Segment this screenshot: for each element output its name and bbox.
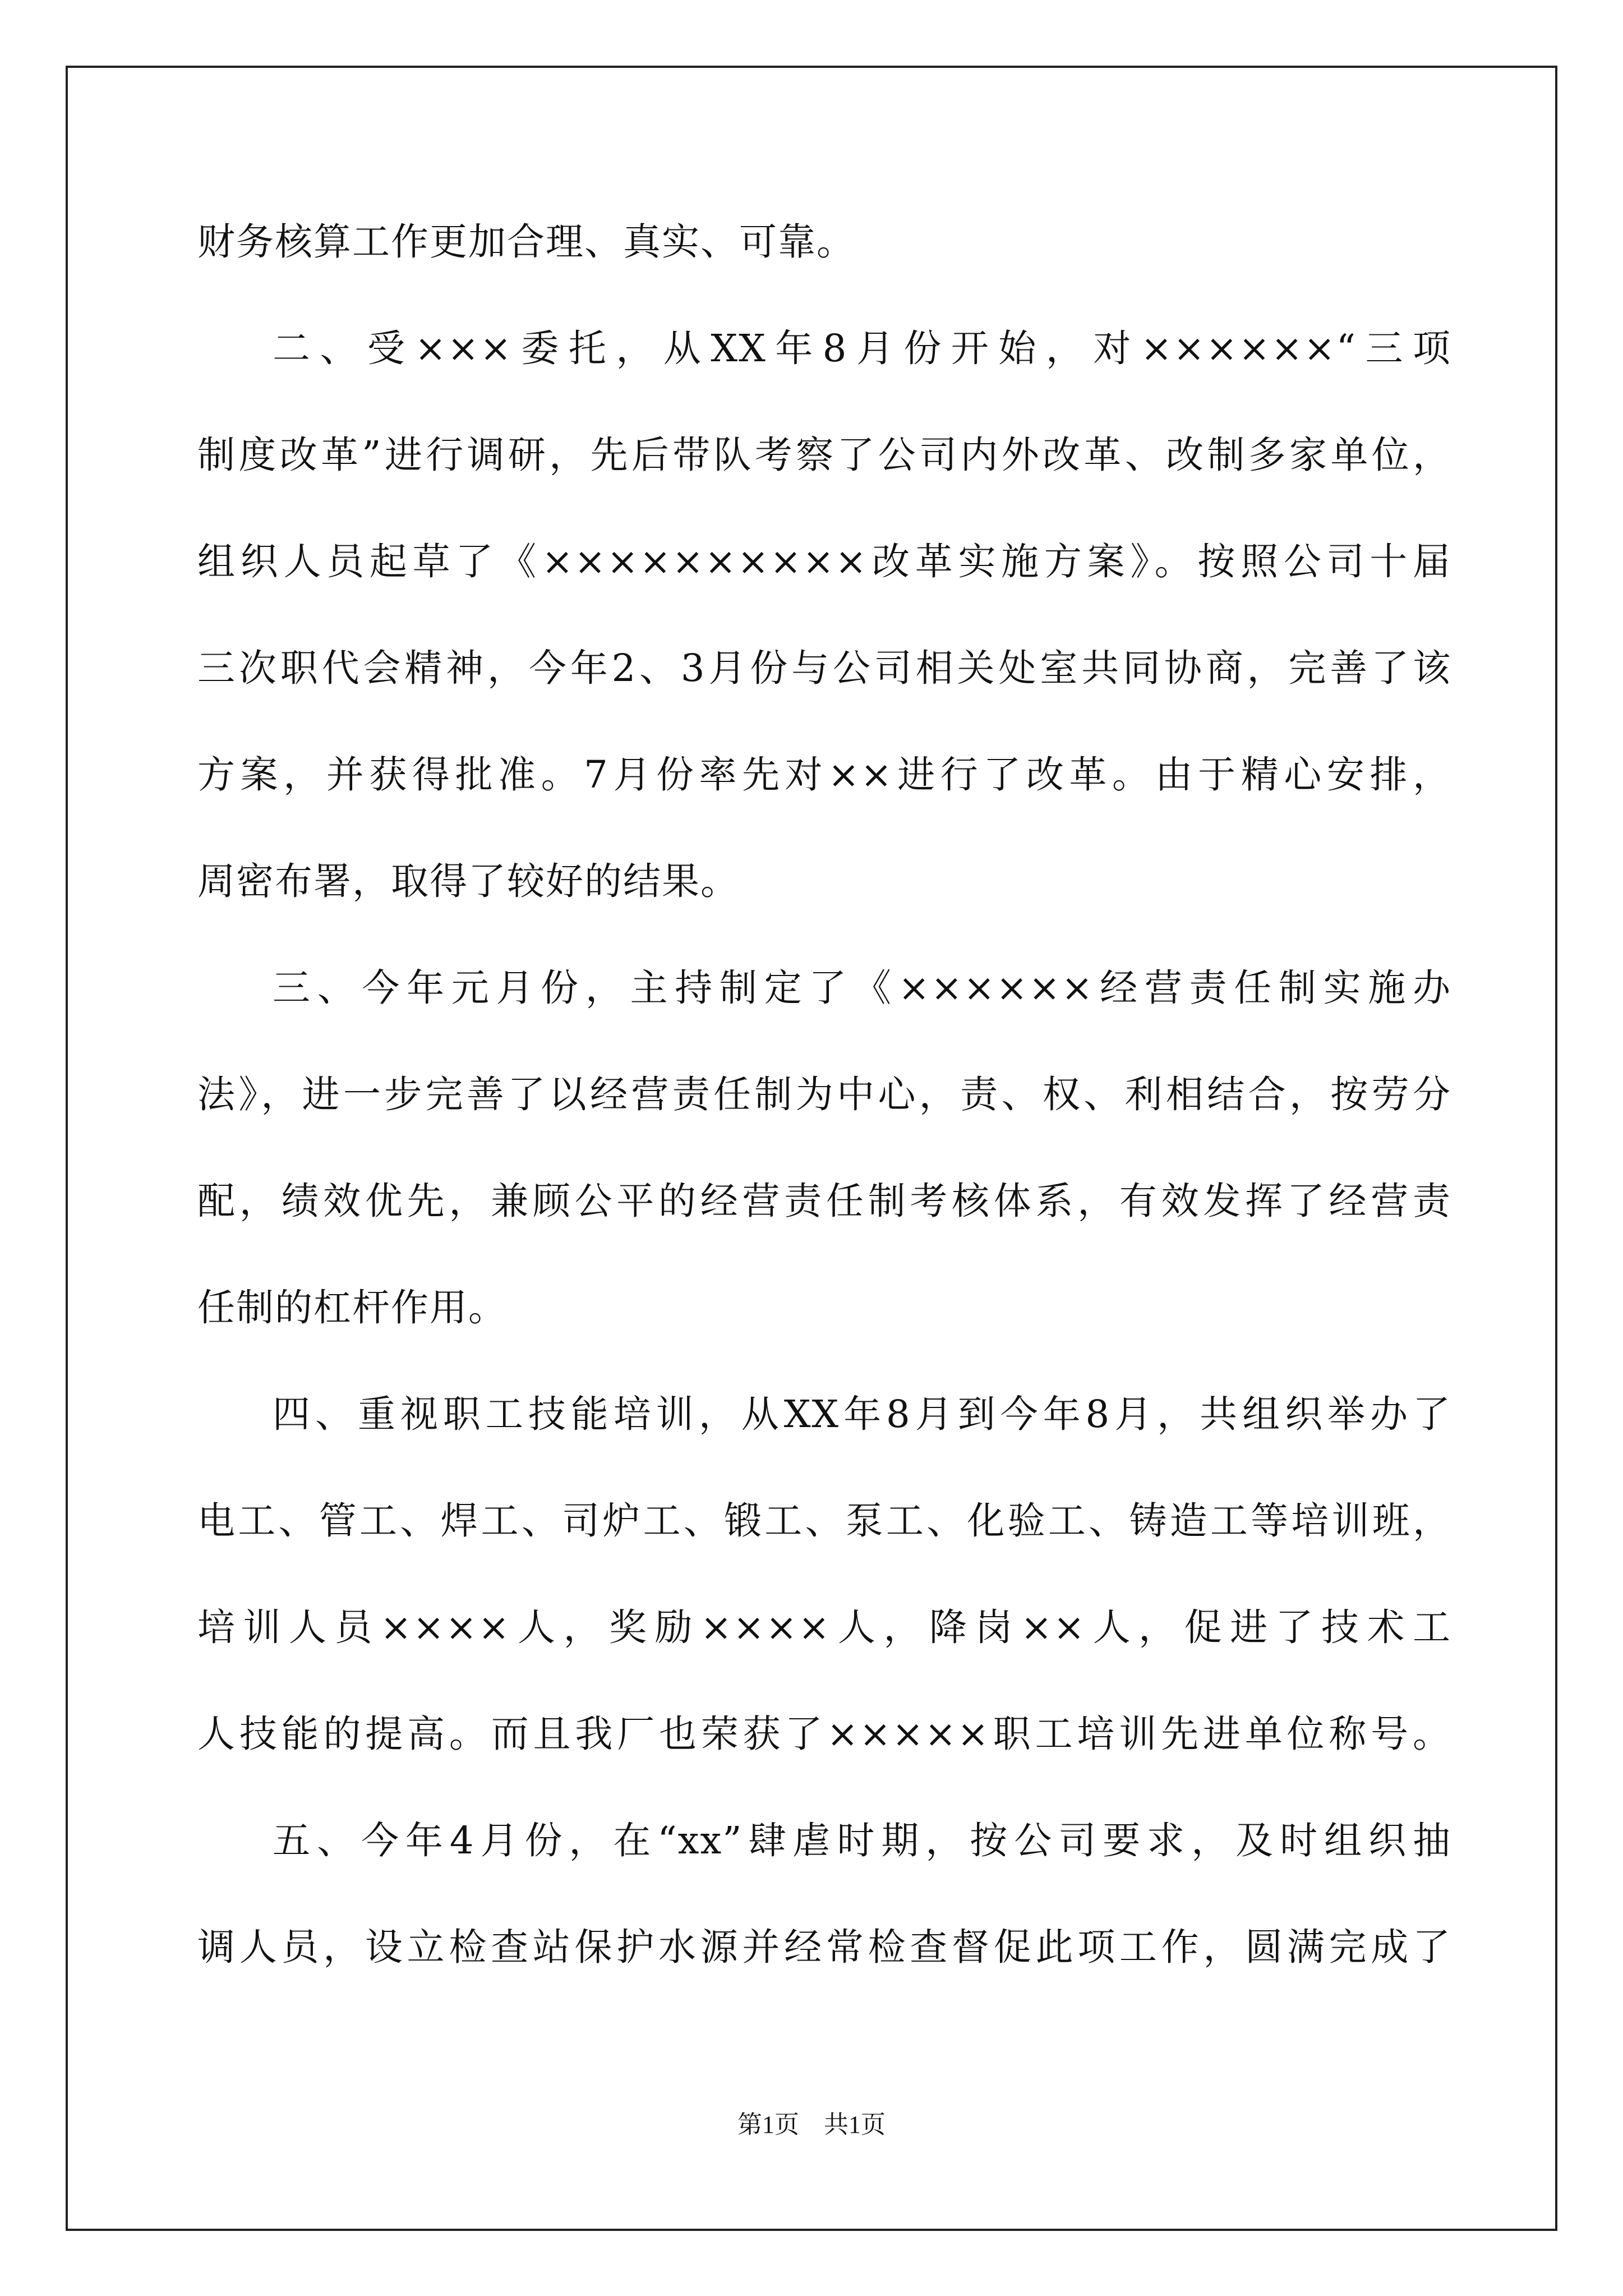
text-line: 方案，并获得批准。7月份率先对××进行了改革。由于精心安排， [197,753,1451,797]
text-line: 电工、管工、焊工、司炉工、锻工、泵工、化验工、铸造工等培训班， [197,1499,1451,1543]
paragraph-start-line: 二、受×××委托，从XX年8月份开始，对××××××“三项 [273,326,1451,370]
text-line: 组织人员起草了《××××××××××改革实施方案》。按照公司十届 [197,540,1451,583]
text-line: 财务核算工作更加合理、真实、可靠。 [197,220,855,264]
text-line: 调人员，设立检查站保护水源并经常检查督促此项工作，圆满完成了 [197,1925,1451,1969]
text-line: 法》，进一步完善了以经营责任制为中心，责、权、利相结合，按劳分 [197,1073,1451,1116]
text-line: 培训人员××××人，奖励××××人，降岗××人，促进了技术工 [197,1605,1451,1649]
text-line: 周密布署，取得了较好的结果。 [197,859,739,903]
text-line: 三次职代会精神，今年2、3月份与公司相关处室共同协商，完善了该 [197,646,1451,690]
paragraph-start-line: 三、今年元月份，主持制定了《××××××经营责任制实施办 [273,966,1451,1010]
paragraph-start-line: 四、重视职工技能培训，从XX年8月到今年8月，共组织举办了 [273,1392,1451,1436]
page-number-footer: 第1页 共1页 [737,2111,886,2138]
paragraph-start-line: 五、今年4月份，在“xx”肆虐时期，按公司要求，及时组织抽 [273,1819,1451,1862]
text-line: 制度改革”进行调研，先后带队考察了公司内外改革、改制多家单位， [197,433,1451,477]
text-line: 配，绩效优先，兼顾公平的经营责任制考核体系，有效发挥了经营责 [197,1179,1451,1223]
text-line: 人技能的提高。而且我厂也荣获了×××××职工培训先进单位称号。 [197,1712,1451,1756]
page-border [66,66,1557,2231]
text-line: 任制的杠杆作用。 [197,1286,507,1329]
